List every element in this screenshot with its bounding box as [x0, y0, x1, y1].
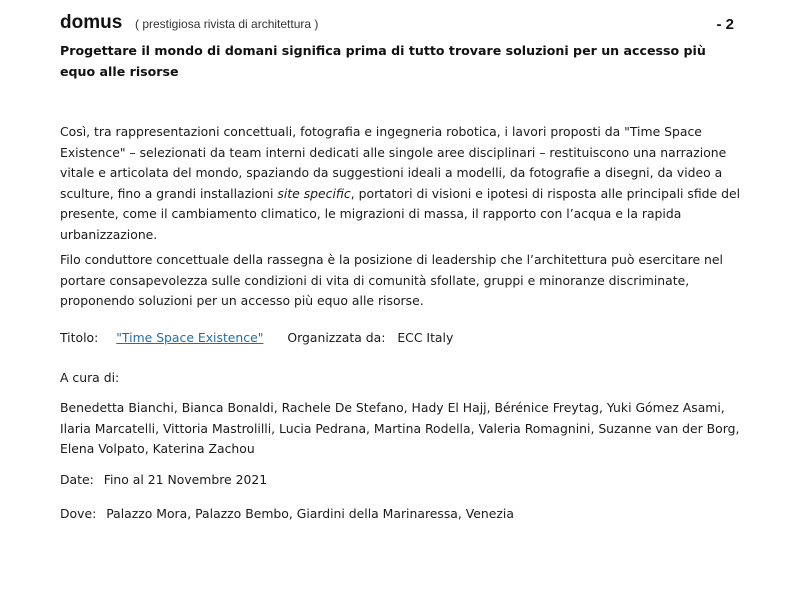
date-label: Date:: [60, 472, 94, 487]
location-row: [60, 504, 514, 524]
paragraph-1-emphasis: site specific: [277, 185, 351, 201]
exhibition-title-row: [60, 328, 453, 348]
page-header: [60, 12, 740, 36]
curators-label: A cura di:: [60, 370, 120, 385]
page-number: - 2: [716, 16, 734, 33]
date-value: Fino al 21 Novembre 2021: [103, 472, 268, 487]
curators-list: Benedetta Bianchi, Bianca Bonaldi, Rachele De Stefano, Hady El Hajj, Bérénice Freytag, Yuki Gómez Asami, Ilaria Marcatelli, Vittoria Mastrolilli, Lucia Pedrana, Martina Rodella, Valeria Romagnini, Suzanne van der Borg, Elena Volpato, Katerina Zachou: [60, 400, 740, 457]
title-label: Titolo:: [60, 330, 99, 345]
paragraph-1-text-a: Così, tra rappresentazioni concettuali, fotografia e ingegneria robotica, i lavori proposti da "Time Space Existence" – selezionati da team interni dedicati alle singole aree disciplinari – restituiscono una narrazione vitale e articolata del mondo, spaziando da suggestioni ideali a modelli, da fotografie a disegni, da video a sculture, fino a grandi installazioni: [60, 124, 727, 201]
organizer-value: ECC Italy: [397, 330, 454, 345]
body-paragraph-2: Filo conduttore concettuale della rassegna è la posizione di leadership che l’architettura può esercitare nel portare consapevolezza sulle condizioni di vita di comunità sfollate, gruppi e minoranze discriminate, proponendo soluzioni per un accesso più equo alle risorse.: [60, 252, 723, 309]
paragraph-1-text-b: , portatori di visioni e ipotesi di risposta alle principali sfide del presente, come il cambiamento climatico, le migrazioni di massa, il rapporto con l’acqua e la rapida urbanizzazione.: [60, 185, 741, 242]
organizer-label: Organizzata da:: [287, 330, 386, 345]
magazine-tagline: ( prestigiosa rivista di architettura ): [135, 17, 319, 31]
article-headline: Progettare il mondo di domani significa prima di tutto trovare soluzioni per un accesso più equo alle risorse: [60, 43, 706, 79]
location-value: Palazzo Mora, Palazzo Bembo, Giardini della Marinaressa, Venezia: [106, 506, 514, 521]
location-label: Dove:: [60, 506, 97, 521]
exhibition-title-link[interactable]: "Time Space Existence": [116, 330, 264, 345]
magazine-logo: domus: [60, 12, 123, 33]
date-row: [60, 470, 267, 490]
body-paragraph-1: [60, 122, 742, 246]
